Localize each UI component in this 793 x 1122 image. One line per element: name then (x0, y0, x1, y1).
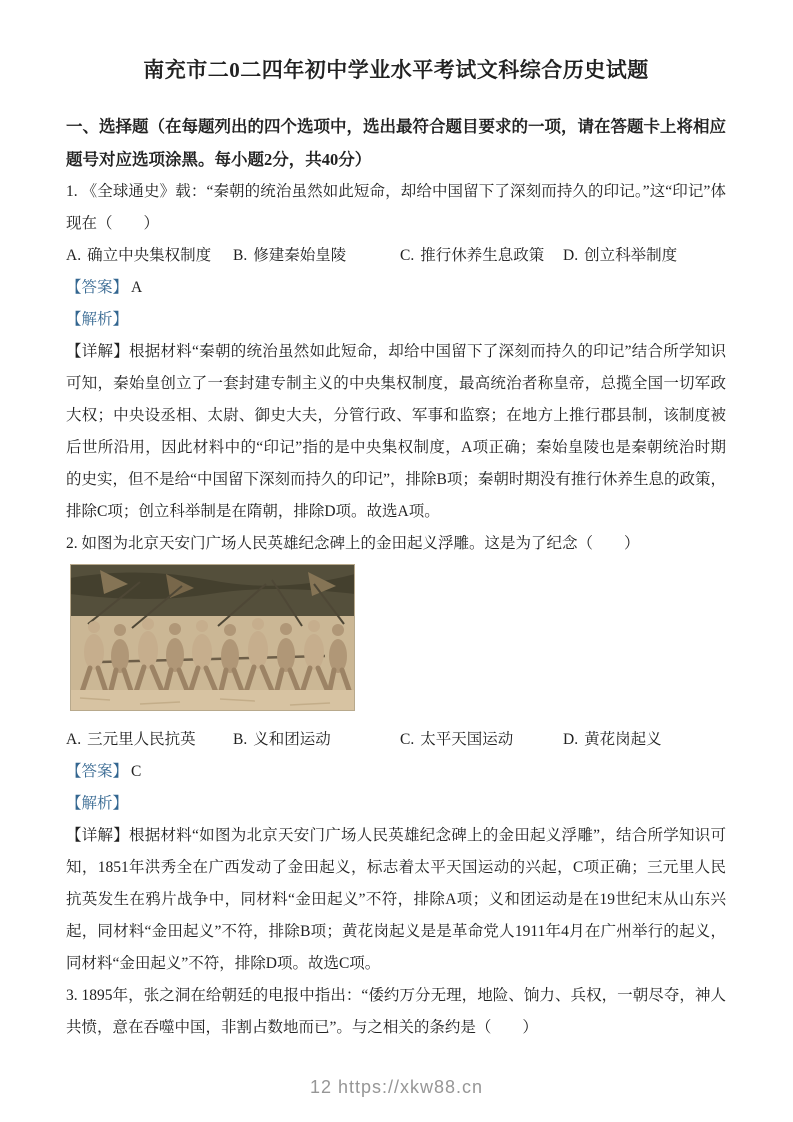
question-1-detail: 【详解】根据材料“秦朝的统治虽然如此短命，却给中国留下了深刻而持久的印记”结合所学知识可知，秦始皇创立了一套封建专制主义的中央集权制度，最高统治者称皇帝，总揽全国一切军政大权；中央设丞相、太尉、御史大夫，分管行政、军事和监察；在地方上推行郡县制，该制度被后世所沿用，因此材料中的“印记”指的是中央集权制度，A项正确；秦始皇陵也是秦朝统治时期的史实，但不是给“中国留下深刻而持久的印记”，排除B项；秦朝时期没有推行休养生息的政策，排除C项；创立科举制是在隋朝，排除D项。故选A项。 (66, 343, 726, 520)
question-1-stem: 1. 《全球通史》载：“秦朝的统治虽然如此短命，却给中国留下了深刻而持久的印记。”这“印记”体现在（ ） (66, 183, 726, 232)
question-2-options (66, 724, 726, 756)
question-1-option-c: C. 推行休养生息政策 (400, 247, 545, 264)
detail-label: 【详解】 (66, 343, 130, 360)
question-1-answer-value: A (131, 279, 143, 296)
section-heading: 一、选择题（在每题列出的四个选项中，选出最符合题目要求的一项，请在答题卡上将相应题号对应选项涂黑。每小题2分，共40分） (66, 117, 726, 169)
question-2-analysis-line (66, 788, 726, 820)
question-1-option-a: A. 确立中央集权制度 (66, 247, 212, 264)
question-2-option-d: D. 黄花岗起义 (563, 731, 662, 748)
analysis-label: 【解析】 (66, 311, 129, 328)
page-title: 南充市二0二四年初中学业水平考试文科综合历史试题 (143, 58, 649, 82)
question-2-option-b: B. 义和团运动 (233, 731, 331, 748)
question-1-option-d: D. 创立科举制度 (563, 247, 678, 264)
analysis-label: 【解析】 (66, 795, 129, 812)
question-1-options (66, 240, 726, 272)
answer-label: 【答案】 (66, 763, 129, 780)
question-1-analysis-line (66, 304, 726, 336)
detail-label: 【详解】 (66, 827, 130, 844)
question-2-answer-line (66, 756, 726, 788)
answer-label: 【答案】 (66, 279, 129, 296)
question-2-stem: 2. 如图为北京天安门广场人民英雄纪念碑上的金田起义浮雕。这是为了纪念（ ） (66, 535, 640, 552)
question-2-option-c: C. 太平天国运动 (400, 731, 514, 748)
relief-illustration (70, 564, 355, 711)
question-1-answer-line (66, 272, 726, 304)
page-footer: 12 https://xkw88.cn (309, 1077, 484, 1097)
question-2-detail: 【详解】根据材料“如图为北京天安门广场人民英雄纪念碑上的金田起义浮雕”，结合所学知识可知，1851年洪秀全在广西发动了金田起义，标志着太平天国运动的兴起，C项正确；三元里人民抗英发生在鸦片战争中，同材料“金田起义”不符，排除A项；义和团运动是在19世纪末从山东兴起，同材料“金田起义”不符，排除B项；黄花岗起义是是革命党人1911年4月在广州举行的起义，同材料“金田起义”不符，排除D项。故选C项。 (66, 827, 726, 972)
jintian-uprising-relief-image (70, 564, 355, 711)
question-2-answer-value: C (131, 763, 142, 780)
question-1-option-b: B. 修建秦始皇陵 (233, 247, 347, 264)
question-2-option-a: A. 三元里人民抗英 (66, 731, 196, 748)
question-3-stem: 3. 1895年，张之洞在给朝廷的电报中指出：“倭约万分无理，地险、饷力、兵权，一朝尽夺，神人共愤，意在吞噬中国，非割占数地而已”。与之相关的条约是（ ） (66, 987, 726, 1036)
